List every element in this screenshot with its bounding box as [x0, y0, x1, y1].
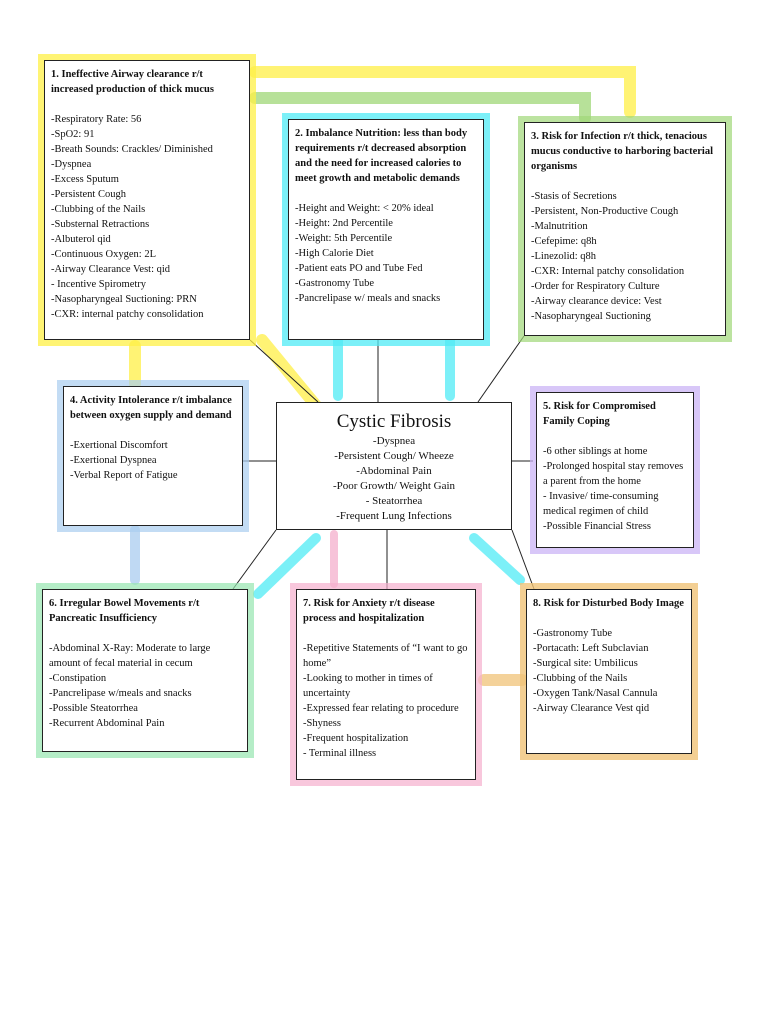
list-item: -Repetitive Statements of “I want to go home” — [303, 643, 468, 669]
box-5-items — [543, 444, 687, 534]
connector-b1 — [250, 340, 318, 402]
box-1-airway-clearance — [44, 60, 250, 340]
list-item: -Persistent Cough — [51, 189, 126, 200]
list-item: -Pancrelipase w/ meals and snacks — [295, 293, 441, 304]
highlight-cyan-lower-left — [258, 538, 316, 594]
list-item: -Airway Clearance Vest qid — [533, 703, 650, 714]
list-item: -Continuous Oxygen: 2L — [51, 249, 156, 260]
list-item: -Gastronomy Tube — [295, 278, 375, 289]
list-item: -Portacath: Left Subclavian — [533, 643, 649, 654]
list-item: -SpO2: 91 — [51, 129, 95, 140]
list-item: -Stasis of Secretions — [531, 191, 617, 202]
highlight-yellow-diag — [262, 340, 318, 408]
box-7-items — [303, 641, 469, 761]
box-4-items — [70, 438, 236, 483]
list-item: -6 other siblings at home — [543, 446, 648, 457]
center-item: -Dyspnea — [372, 435, 416, 447]
box-1-items — [51, 112, 243, 322]
list-item: -Prolonged hospital stay removes a parent from the home — [543, 461, 684, 487]
list-item: -Airway Clearance Vest: qid — [51, 264, 171, 275]
connector-b3 — [478, 336, 524, 402]
box-3-infection — [524, 122, 726, 336]
list-item: -Clubbing of the Nails — [533, 673, 628, 684]
center-topic-cystic-fibrosis — [276, 402, 512, 530]
box-6-bowel-movements — [42, 589, 248, 752]
highlight-green-top — [255, 98, 585, 118]
list-item: -Height: 2nd Percentile — [295, 218, 393, 229]
list-item: -Shyness — [303, 718, 341, 729]
list-item: -Recurrent Abdominal Pain — [49, 718, 165, 729]
list-item: -Linezolid: q8h — [531, 251, 597, 262]
center-item: -Abdominal Pain — [356, 465, 432, 477]
list-item: -Constipation — [49, 673, 107, 684]
center-title: Cystic Fibrosis — [336, 411, 452, 432]
list-item: -Airway clearance device: Vest — [531, 296, 662, 307]
box-title: 7. Risk for Anxiety r/t disease process and hospitalization — [303, 598, 435, 624]
box-5-family-coping — [536, 392, 694, 548]
list-item: -Nasopharyngeal Suctioning: PRN — [51, 294, 197, 305]
list-item: - Invasive/ time-consuming medical regimen of child — [543, 491, 659, 517]
box-title: 2. Imbalance Nutrition: less than body requirements r/t decreased absorption and the need for increased calories to meet growth and metabolic demands — [295, 128, 468, 184]
list-item: -High Calorie Diet — [295, 248, 374, 259]
box-title: 3. Risk for Infection r/t thick, tenacious mucus conductive to harboring bacterial organisms — [531, 131, 713, 172]
list-item: -Patient eats PO and Tube Fed — [295, 263, 423, 274]
box-title: 1. Ineffective Airway clearance r/t increased production of thick mucus — [51, 69, 214, 95]
list-item: -Possible Financial Stress — [543, 521, 651, 532]
box-title: 4. Activity Intolerance r/t imbalance between oxygen supply and demand — [70, 395, 232, 421]
box-title: 5. Risk for Compromised Family Coping — [543, 401, 656, 427]
list-item: - Incentive Spirometry — [51, 279, 147, 290]
box-2-nutrition — [288, 119, 484, 340]
list-item: -CXR: Internal patchy consolidation — [531, 266, 685, 277]
center-item: - Steatorrhea — [365, 495, 423, 507]
list-item: -Persistent, Non-Productive Cough — [531, 206, 679, 217]
center-item: -Poor Growth/ Weight Gain — [332, 480, 456, 492]
list-item: -Substernal Retractions — [51, 219, 150, 230]
list-item: -Abdominal X-Ray: Moderate to large amount of fecal material in cecum — [49, 643, 211, 669]
list-item: -Respiratory Rate: 56 — [51, 114, 142, 125]
list-item: -Cefepime: q8h — [531, 236, 597, 247]
list-item: -Verbal Report of Fatigue — [70, 470, 178, 481]
box-title: 6. Irregular Bowel Movements r/t Pancreatic Insufficiency — [49, 598, 200, 624]
list-item: -Looking to mother in times of uncertainty — [303, 673, 433, 699]
box-8-items — [533, 626, 685, 716]
list-item: -Albuterol qid — [51, 234, 111, 245]
list-item: -Surgical site: Umbilicus — [533, 658, 638, 669]
list-item: -Nasopharyngeal Suctioning — [531, 311, 651, 322]
box-7-anxiety — [296, 589, 476, 780]
box-6-items — [49, 641, 241, 731]
list-item: -Order for Respiratory Culture — [531, 281, 660, 292]
list-item: -Height and Weight: < 20% ideal — [295, 203, 434, 214]
list-item: -Pancrelipase w/meals and snacks — [49, 688, 192, 699]
list-item: -Exertional Discomfort — [70, 440, 168, 451]
list-item: -Malnutrition — [531, 221, 588, 232]
box-8-body-image — [526, 589, 692, 754]
list-item: -Breath Sounds: Crackles/ Diminished — [51, 144, 213, 155]
list-item: -Dyspnea — [51, 159, 92, 170]
list-item: -Frequent hospitalization — [303, 733, 409, 744]
list-item: - Terminal illness — [303, 748, 377, 759]
list-item: -Possible Steatorrhea — [49, 703, 138, 714]
list-item: -Expressed fear relating to procedure — [303, 703, 459, 714]
list-item: -Exertional Dyspnea — [70, 455, 157, 466]
center-item: -Persistent Cough/ Wheeze — [334, 450, 454, 462]
center-item: -Frequent Lung Infections — [336, 510, 452, 522]
box-title: 8. Risk for Disturbed Body Image — [533, 598, 684, 609]
box-2-items — [295, 201, 477, 306]
list-item: -Weight: 5th Percentile — [295, 233, 393, 244]
list-item: -Clubbing of the Nails — [51, 204, 146, 215]
list-item: -CXR: internal patchy consolidation — [51, 309, 204, 320]
box-3-items — [531, 189, 719, 324]
highlight-cyan-lower-right — [474, 538, 520, 580]
list-item: -Excess Sputum — [51, 174, 119, 185]
list-item: -Gastronomy Tube — [533, 628, 613, 639]
list-item: -Oxygen Tank/Nasal Cannula — [533, 688, 658, 699]
box-4-activity-intolerance — [63, 386, 243, 526]
